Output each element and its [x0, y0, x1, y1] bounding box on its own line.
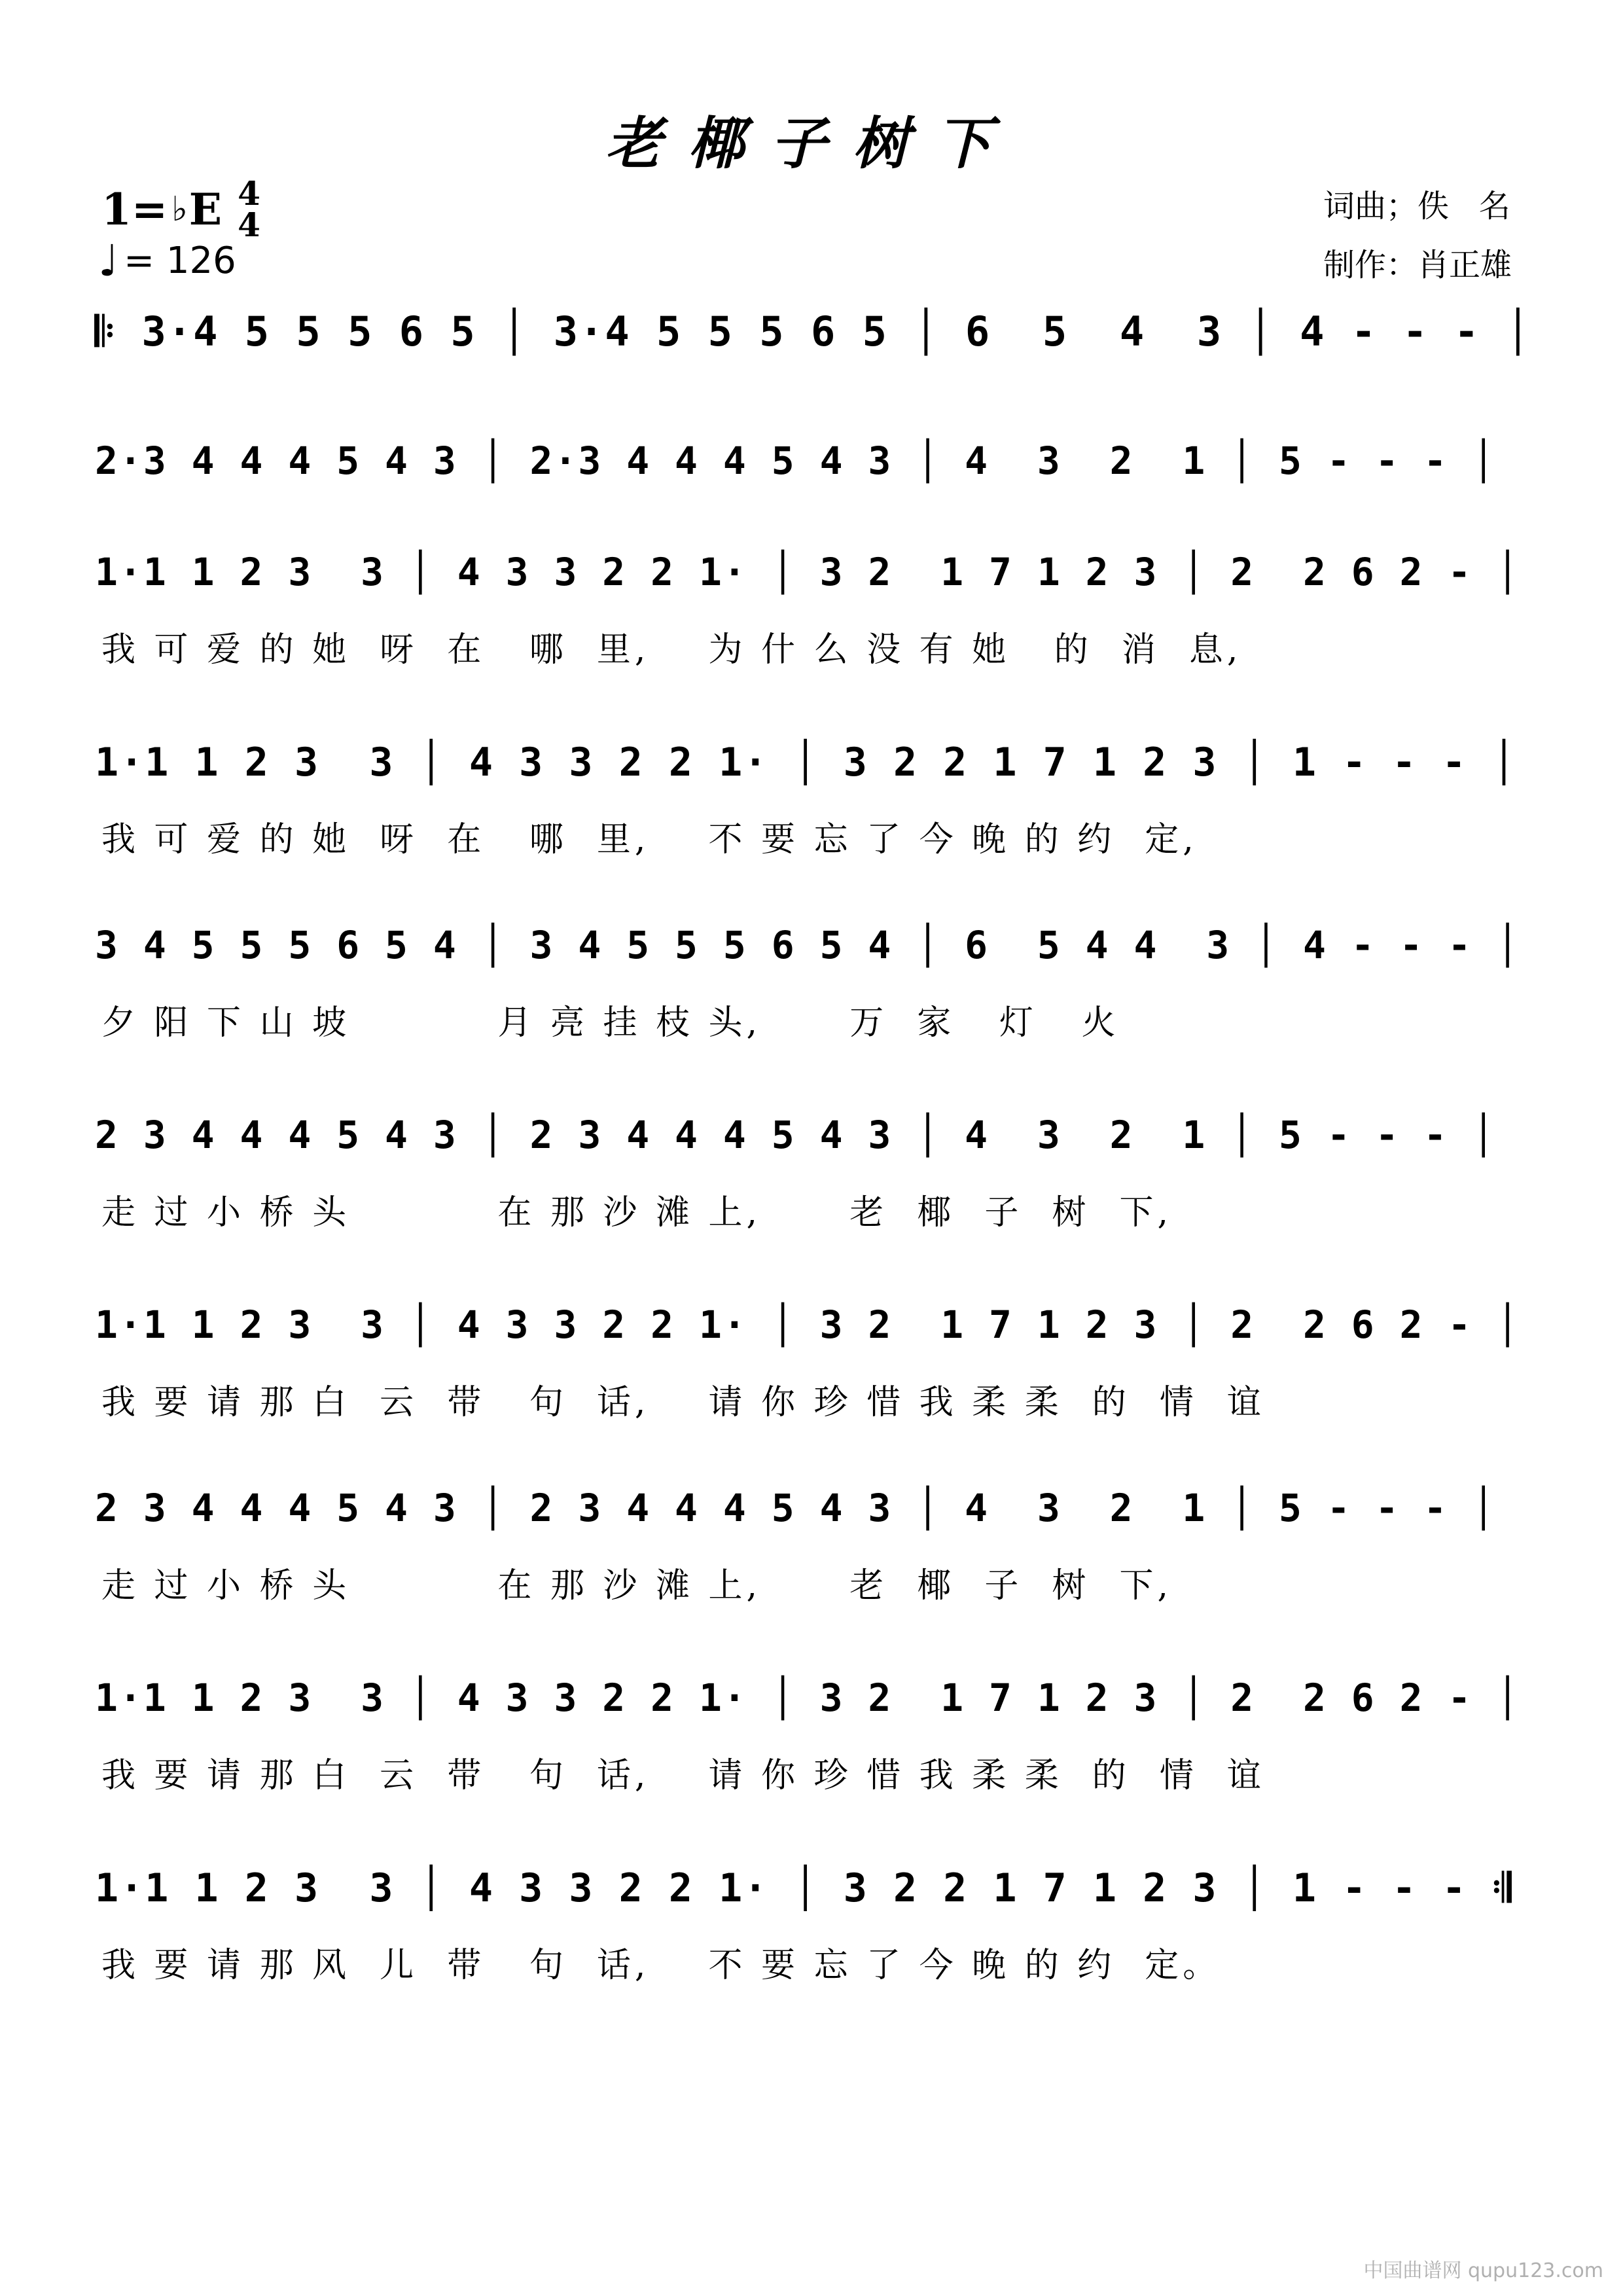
numbered-notes: 1·1 1 2 3 3 │ 4 3 3 2 2 1· │ 3 2 1 7 1 2 3 │ 2 2 6 2 - │ — [95, 1676, 1521, 1720]
lyrics-line: 我 可 爱 的 她 呀 在 哪 里, 为 什 么 没 有 她 的 消 息, — [101, 630, 1242, 670]
tempo-value: = 126 — [124, 240, 236, 282]
numbered-notes: 2·3 4 4 4 5 4 3 │ 2·3 4 4 4 5 4 3 │ 4 3 2 1 │ 5 - - - │ — [95, 439, 1497, 483]
notation-line — [95, 910, 1531, 995]
key-note: E — [188, 183, 223, 235]
lyrics-line: 我 要 请 那 白 云 带 句 话, 请 你 珍 惜 我 柔 柔 的 情 谊 — [101, 1383, 1265, 1422]
lyrics-line: 我 可 爱 的 她 呀 在 哪 里, 不 要 忘 了 今 晚 的 约 定, — [101, 820, 1198, 859]
numbered-notes: 𝄆 3·4 5 5 5 6 5 │ 3·4 5 5 5 6 5 │ 6 5 4 3 │ 4 - - - │ — [95, 308, 1532, 355]
producer: 制作：肖正雄 — [1323, 247, 1512, 283]
score-system — [95, 1289, 1531, 1427]
lyricist-composer: 词曲；佚 名 — [1323, 188, 1510, 224]
key-signature — [101, 174, 260, 244]
numbered-notes: 1·1 1 2 3 3 │ 4 3 3 2 2 1· │ 3 2 2 1 7 1 2 3 │ 1 - - - 𝄇 — [95, 1865, 1513, 1911]
time-signature — [238, 174, 260, 244]
score-system — [95, 295, 1531, 380]
lyrics-line: 我 要 请 那 风 儿 带 句 话, 不 要 忘 了 今 晚 的 约 定。 — [101, 1946, 1221, 1985]
notation-line — [95, 537, 1531, 622]
credits — [1323, 177, 1512, 295]
numbered-notes: 2 3 4 4 4 5 4 3 │ 2 3 4 4 4 5 4 3 │ 4 3 2 1 │ 5 - - - │ — [95, 1113, 1497, 1157]
time-bottom: 4 — [238, 205, 260, 244]
flat-sign: ♭ — [171, 189, 188, 229]
notation-line — [95, 1473, 1531, 1558]
score-system — [95, 1100, 1531, 1237]
time-top: 4 — [238, 174, 260, 213]
numbered-notes: 2 3 4 4 4 5 4 3 │ 2 3 4 4 4 5 4 3 │ 4 3 2 1 │ 5 - - - │ — [95, 1486, 1497, 1530]
score-system — [95, 1852, 1531, 1990]
notation-line — [95, 726, 1531, 812]
lyrics-line: 我 要 请 那 白 云 带 句 话, 请 你 珍 惜 我 柔 柔 的 情 谊 — [101, 1756, 1265, 1795]
score-system — [95, 537, 1531, 674]
notation-line — [95, 1100, 1531, 1185]
lyrics-line: 走 过 小 桥 头 在 那 沙 滩 上, 老 椰 子 树 下, — [101, 1193, 1172, 1232]
lyrics-line: 夕 阳 下 山 坡 月 亮 挂 枝 头, 万 家 灯 火 — [101, 1003, 1120, 1043]
notation-line — [95, 425, 1531, 511]
key-prefix: 1= — [101, 183, 168, 235]
score-system — [95, 425, 1531, 511]
numbered-notes: 1·1 1 2 3 3 │ 4 3 3 2 2 1· │ 3 2 1 7 1 2 3 │ 2 2 6 2 - │ — [95, 1302, 1521, 1347]
site-watermark: 中国曲谱网 qupu123.com — [1363, 2259, 1603, 2282]
numbered-notes: 3 4 5 5 5 6 5 4 │ 3 4 5 5 5 6 5 4 │ 6 5 4 4 3 │ 4 - - - │ — [95, 923, 1521, 967]
quarter-note-icon: ♩ — [98, 236, 119, 286]
score-system — [95, 1473, 1531, 1610]
notation-line — [95, 1852, 1531, 1937]
score-system — [95, 1662, 1531, 1800]
song-title: 老椰子树下 — [605, 111, 1018, 177]
lyrics-line: 走 过 小 桥 头 在 那 沙 滩 上, 老 椰 子 树 下, — [101, 1566, 1172, 1605]
score-system — [95, 726, 1531, 864]
numbered-notes: 1·1 1 2 3 3 │ 4 3 3 2 2 1· │ 3 2 2 1 7 1 2 3 │ 1 - - - │ — [95, 740, 1518, 785]
notation-line — [95, 1662, 1531, 1748]
notation-line — [95, 295, 1531, 380]
score-system — [95, 910, 1531, 1047]
numbered-notes: 1·1 1 2 3 3 │ 4 3 3 2 2 1· │ 3 2 1 7 1 2 3 │ 2 2 6 2 - │ — [95, 550, 1521, 594]
notation-line — [95, 1289, 1531, 1374]
tempo-marking — [98, 236, 236, 286]
